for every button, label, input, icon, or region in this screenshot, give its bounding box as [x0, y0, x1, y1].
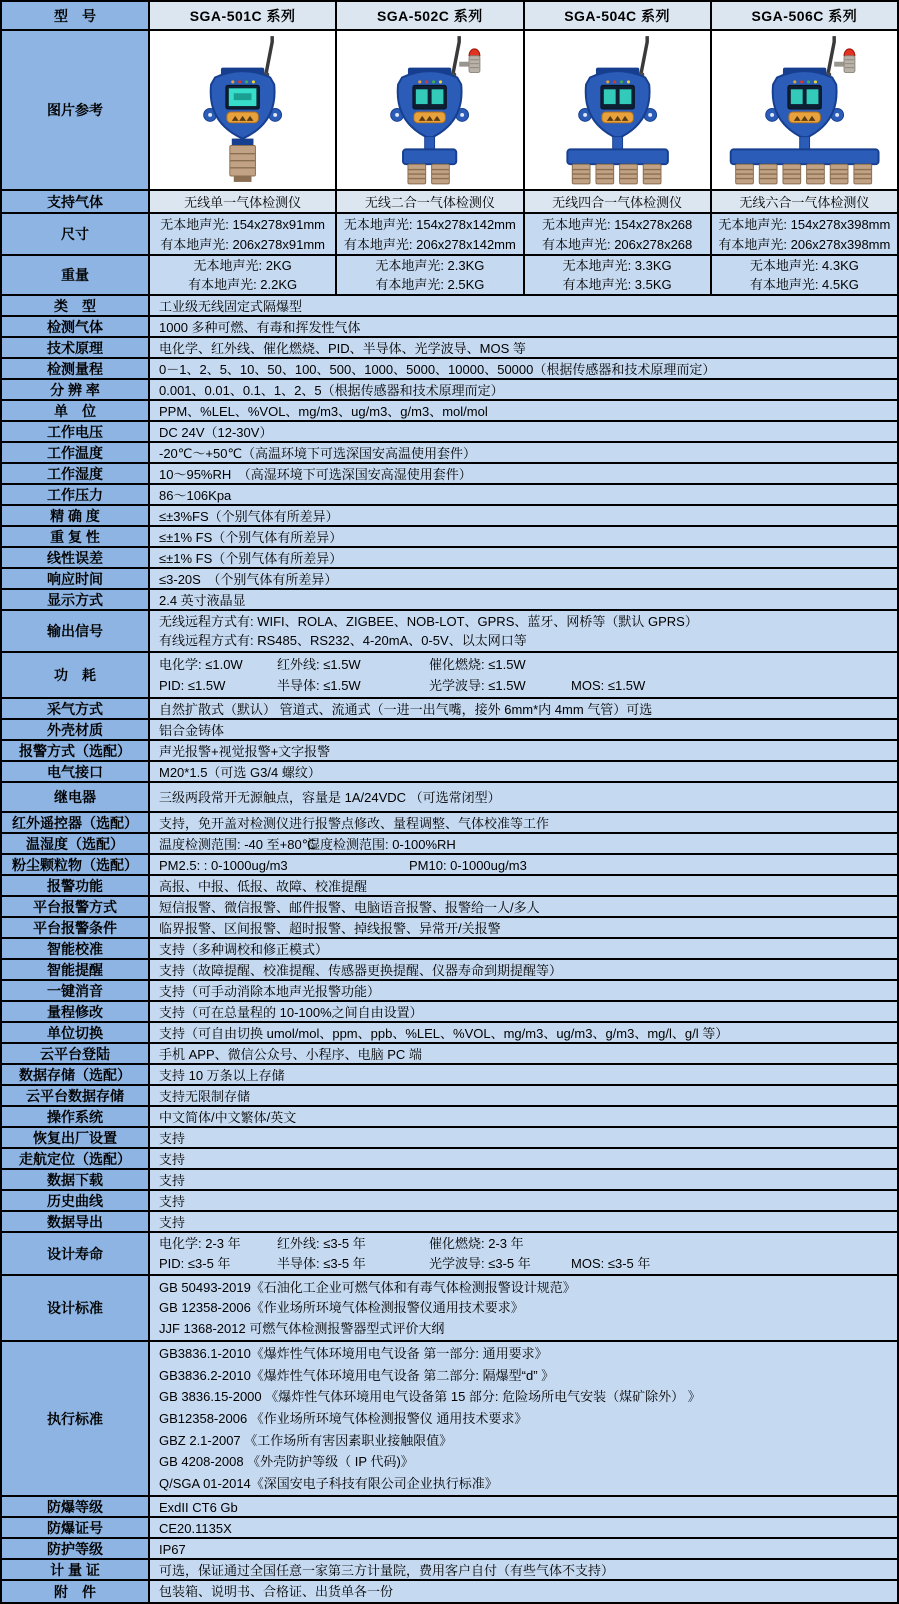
row-value: 可选，保证通过全国任意一家第三方计量院，费用客户自付（有些气体不支持） — [150, 1560, 897, 1579]
spec-row — [2, 1023, 897, 1044]
spec-row — [2, 1170, 897, 1191]
row-value: 支持（可自由切换 umol/mol、ppm、ppb、%LEL、%VOL、mg/m3、ug/m3、g/m3、mg/l、g/l 等） — [150, 1023, 897, 1042]
row-label: 智能校准 — [2, 939, 150, 958]
spec-row — [2, 981, 897, 1002]
spec-row — [2, 464, 897, 485]
row-value: 电化学、红外线、催化燃烧、PID、半导体、光学波导、MOS 等 — [150, 338, 897, 357]
weight-value: 无本地声光: 2KG 有本地声光: 2.2KG — [150, 256, 337, 294]
spec-row — [2, 359, 897, 380]
row-value: 铝合金铸体 — [150, 720, 897, 739]
row-label: 采气方式 — [2, 699, 150, 718]
spec-row — [2, 653, 897, 699]
spec-row — [2, 918, 897, 939]
row-value: 三级两段常开无源触点，容量是 1A/24VDC （可选常闭型） — [150, 783, 897, 811]
row-label-weight: 重量 — [2, 256, 150, 294]
spec-row — [2, 1002, 897, 1023]
row-value: 2.4 英寸液晶显 — [150, 590, 897, 609]
row-value: 0－1、2、5、10、50、100、500、1000、5000、10000、50000（根据传感器和技术原理而定） — [150, 359, 897, 378]
spec-row — [2, 960, 897, 981]
row-label: 检测量程 — [2, 359, 150, 378]
row-label: 走航定位（选配） — [2, 1149, 150, 1168]
row-label: 量程修改 — [2, 1002, 150, 1021]
row-value: ≤±1% FS（个别气体有所差异） — [150, 548, 897, 567]
row-value: 短信报警、微信报警、邮件报警、电脑语音报警、报警给一人/多人 — [150, 897, 897, 916]
row-label-size: 尺寸 — [2, 214, 150, 254]
spec-row — [2, 876, 897, 897]
spec-row — [2, 1107, 897, 1128]
row-label: 数据导出 — [2, 1212, 150, 1231]
row-label: 设计寿命 — [2, 1233, 150, 1274]
model-cell-sga-504c: SGA-504C 系列 — [525, 2, 712, 29]
row-value: PM2.5: : 0-1000ug/m3 PM10: 0-1000ug/m3 — [150, 855, 897, 874]
row-value: ≤±3%FS（个别气体有所差异） — [150, 506, 897, 525]
spec-row — [2, 422, 897, 443]
row-label: 重 复 性 — [2, 527, 150, 546]
spec-row — [2, 1044, 897, 1065]
row-value: 电化学: ≤1.0W 红外线: ≤1.5W 催化燃烧: ≤1.5W PID: ≤1.5W 半导体: ≤1.5W 光学波导: ≤1.5W MOS: ≤1.5W — [150, 653, 897, 697]
row-label: 工作湿度 — [2, 464, 150, 483]
spec-row — [2, 762, 897, 783]
spec-row — [2, 1276, 897, 1342]
row-value: 支持 — [150, 1149, 897, 1168]
spec-row — [2, 1539, 897, 1560]
spec-row — [2, 1191, 897, 1212]
row-value: DC 24V（12-30V） — [150, 422, 897, 441]
spec-row — [2, 380, 897, 401]
spec-row — [2, 296, 897, 317]
row-value: 工业级无线固定式隔爆型 — [150, 296, 897, 315]
spec-row — [2, 1212, 897, 1233]
row-value: 支持（多种调校和修正模式） — [150, 939, 897, 958]
spec-rows-container — [2, 296, 897, 1602]
support-value: 无线四合一气体检测仪 — [525, 191, 712, 212]
spec-row — [2, 1518, 897, 1539]
row-label: 红外遥控器（选配） — [2, 813, 150, 832]
spec-row — [2, 1065, 897, 1086]
row-label: 云平台数据存储 — [2, 1086, 150, 1105]
row-label: 智能提醒 — [2, 960, 150, 979]
row-label: 单 位 — [2, 401, 150, 420]
row-label: 线性误差 — [2, 548, 150, 567]
row-label-model: 型 号 — [2, 2, 150, 29]
weight-value: 无本地声光: 4.3KG 有本地声光: 4.5KG — [712, 256, 897, 294]
row-label: 电气接口 — [2, 762, 150, 781]
spec-row — [2, 506, 897, 527]
spec-row — [2, 720, 897, 741]
weight-row — [2, 256, 897, 296]
row-label: 报警功能 — [2, 876, 150, 895]
spec-row — [2, 741, 897, 762]
spec-row — [2, 1128, 897, 1149]
spec-row — [2, 401, 897, 422]
row-label: 响应时间 — [2, 569, 150, 588]
size-row — [2, 214, 897, 256]
row-label: 数据下载 — [2, 1170, 150, 1189]
row-label: 操作系统 — [2, 1107, 150, 1126]
row-label: 外壳材质 — [2, 720, 150, 739]
row-label: 一键消音 — [2, 981, 150, 1000]
row-label: 输出信号 — [2, 611, 150, 651]
spec-row — [2, 1149, 897, 1170]
row-value: 支持（可在总量程的 10-100%之间自由设置） — [150, 1002, 897, 1021]
row-value: 0.001、0.01、0.1、1、2、5（根据传感器和技术原理而定） — [150, 380, 897, 399]
size-value: 无本地声光: 154x278x398mm 有本地声光: 206x278x398mm — [712, 214, 897, 254]
spec-row — [2, 1233, 897, 1276]
row-label: 防护等级 — [2, 1539, 150, 1558]
row-label: 分 辨 率 — [2, 380, 150, 399]
row-value: 声光报警+视觉报警+文字报警 — [150, 741, 897, 760]
size-value: 无本地声光: 154x278x91mm 有本地声光: 206x278x91mm — [150, 214, 337, 254]
row-label: 报警方式（选配） — [2, 741, 150, 760]
row-label: 温湿度（选配） — [2, 834, 150, 853]
row-label: 继电器 — [2, 783, 150, 811]
row-value: 温度检测范围: -40 至+80℃湿度检测范围: 0-100%RH — [150, 834, 897, 853]
row-value: 1000 多种可燃、有毒和挥发性气体 — [150, 317, 897, 336]
row-value: M20*1.5（可选 G3/4 螺纹） — [150, 762, 897, 781]
size-value: 无本地声光: 154x278x268 有本地声光: 206x278x268 — [525, 214, 712, 254]
row-label: 平台报警方式 — [2, 897, 150, 916]
spec-row — [2, 548, 897, 569]
spec-row — [2, 611, 897, 653]
support-value: 无线单一气体检测仪 — [150, 191, 337, 212]
spec-row — [2, 443, 897, 464]
weight-value: 无本地声光: 3.3KG 有本地声光: 3.5KG — [525, 256, 712, 294]
model-header-row — [2, 2, 897, 31]
row-value: 自然扩散式（默认） 管道式、流通式（一进一出气嘴，接外 6mm*内 4mm 气管）可选 — [150, 699, 897, 718]
row-label: 计 量 证 — [2, 1560, 150, 1579]
row-value: 高报、中报、低报、故障、校准提醒 — [150, 876, 897, 895]
device-image-sga-506c — [712, 31, 897, 189]
spec-row — [2, 527, 897, 548]
spec-row — [2, 813, 897, 834]
row-label-support: 支持气体 — [2, 191, 150, 212]
row-label: 工作电压 — [2, 422, 150, 441]
spec-row — [2, 338, 897, 359]
row-value: ≤3-20S （个别气体有所差异） — [150, 569, 897, 588]
row-label: 恢复出厂设置 — [2, 1128, 150, 1147]
row-value: 86～106Kpa — [150, 485, 897, 504]
row-value: ExdII CT6 Gb — [150, 1497, 897, 1516]
row-label: 数据存储（选配） — [2, 1065, 150, 1084]
row-label: 执行标准 — [2, 1342, 150, 1495]
device-image-sga-504c — [525, 31, 712, 189]
row-value: 中文简体/中文繁体/英文 — [150, 1107, 897, 1126]
row-value: GB3836.1-2010《爆炸性气体环境用电气设备 第一部分: 通用要求》 GB3836.2-2010《爆炸性气体环境用电气设备 第二部分: 隔爆型“d” 》 GB 3836.15-2000 《爆炸性气体环境用电气设备第 15 部分: 危险场所电气安装（煤矿除外） 》 GB12358-2006 《作业场所环境气体检测报警仪 通用技术要求》 GBZ 2.1-2007 《工作场所有害因素职业接触限值》 GB 4208-2008 《外壳防护等级（ IP 代码)》 Q/SGA 01-2014《深国安电子科技有限公司企业执行标准》 — [150, 1342, 897, 1495]
row-value: 支持 10 万条以上存储 — [150, 1065, 897, 1084]
row-label: 单位切换 — [2, 1023, 150, 1042]
row-value: 手机 APP、微信公众号、小程序、电脑 PC 端 — [150, 1044, 897, 1063]
spec-row — [2, 855, 897, 876]
row-value: PPM、%LEL、%VOL、mg/m3、ug/m3、g/m3、mol/mol — [150, 401, 897, 420]
spec-row — [2, 317, 897, 338]
row-value: 包装箱、说明书、合格证、出货单各一份 — [150, 1581, 897, 1602]
row-value: 支持（故障提醒、校准提醒、传感器更换提醒、仪器寿命到期提醒等） — [150, 960, 897, 979]
spec-row — [2, 1581, 897, 1602]
row-label: 防爆证号 — [2, 1518, 150, 1537]
row-value: 支持（可手动消除本地声光报警功能） — [150, 981, 897, 1000]
support-gas-row — [2, 191, 897, 214]
row-value: 支持 — [150, 1212, 897, 1231]
spec-row — [2, 699, 897, 720]
spec-row — [2, 485, 897, 506]
row-label: 防爆等级 — [2, 1497, 150, 1516]
row-value: GB 50493-2019《石油化工企业可燃气体和有毒气体检测报警设计规范》 GB 12358-2006《作业场所环境气体检测报警仪通用技术要求》 JJF 1368-2012 可燃气体检测报警器型式评价大纲 — [150, 1276, 897, 1340]
model-cell-sga-502c: SGA-502C 系列 — [337, 2, 524, 29]
model-cell-sga-501c: SGA-501C 系列 — [150, 2, 337, 29]
row-label: 设计标准 — [2, 1276, 150, 1340]
row-label: 精 确 度 — [2, 506, 150, 525]
row-label: 工作压力 — [2, 485, 150, 504]
row-label: 工作温度 — [2, 443, 150, 462]
row-value: CE20.1135X — [150, 1518, 897, 1537]
spec-row — [2, 1497, 897, 1518]
spec-row — [2, 1560, 897, 1581]
row-value: IP67 — [150, 1539, 897, 1558]
row-value: 临界报警、区间报警、超时报警、掉线报警、异常开/关报警 — [150, 918, 897, 937]
row-label-image: 图片参考 — [2, 31, 150, 189]
row-value: 支持 — [150, 1128, 897, 1147]
row-label: 平台报警条件 — [2, 918, 150, 937]
row-value: 无线远程方式有: WIFI、ROLA、ZIGBEE、NOB-LOT、GPRS、蓝牙、网桥等（默认 GPRS） 有线远程方式有: RS485、RS232、4-20mA、0-5V、以太网口等 — [150, 611, 897, 651]
spec-row — [2, 1086, 897, 1107]
support-value: 无线二合一气体检测仪 — [337, 191, 524, 212]
row-value: 电化学: 2-3 年 红外线: ≤3-5 年 催化燃烧: 2-3 年 PID: ≤3-5 年 半导体: ≤3-5 年 光学波导: ≤3-5 年 MOS: ≤3-5 年 — [150, 1233, 897, 1274]
row-label: 功 耗 — [2, 653, 150, 697]
row-value: -20℃～+50℃（高温环境下可选深国安高温使用套件） — [150, 443, 897, 462]
row-value: 支持，免开盖对检测仪进行报警点修改、量程调整、气体校准等工作 — [150, 813, 897, 832]
row-label: 检测气体 — [2, 317, 150, 336]
row-label: 技术原理 — [2, 338, 150, 357]
device-image-sga-501c — [150, 31, 337, 189]
row-value: 10～95%RH （高湿环境下可选深国安高湿使用套件） — [150, 464, 897, 483]
row-label: 附 件 — [2, 1581, 150, 1602]
spec-row — [2, 1342, 897, 1497]
spec-row — [2, 834, 897, 855]
row-label: 历史曲线 — [2, 1191, 150, 1210]
row-label: 云平台登陆 — [2, 1044, 150, 1063]
spec-row — [2, 783, 897, 813]
row-label: 类 型 — [2, 296, 150, 315]
model-cell-sga-506c: SGA-506C 系列 — [712, 2, 897, 29]
spec-row — [2, 590, 897, 611]
device-image-sga-502c — [337, 31, 524, 189]
row-label: 显示方式 — [2, 590, 150, 609]
row-label: 粉尘颗粒物（选配） — [2, 855, 150, 874]
spec-row — [2, 569, 897, 590]
spec-row — [2, 897, 897, 918]
support-value: 无线六合一气体检测仪 — [712, 191, 897, 212]
image-row — [2, 31, 897, 191]
size-value: 无本地声光: 154x278x142mm 有本地声光: 206x278x142mm — [337, 214, 524, 254]
row-value: 支持 — [150, 1170, 897, 1189]
row-value: 支持无限制存储 — [150, 1086, 897, 1105]
row-value: 支持 — [150, 1191, 897, 1210]
spec-row — [2, 939, 897, 960]
row-value: ≤±1% FS（个别气体有所差异） — [150, 527, 897, 546]
weight-value: 无本地声光: 2.3KG 有本地声光: 2.5KG — [337, 256, 524, 294]
